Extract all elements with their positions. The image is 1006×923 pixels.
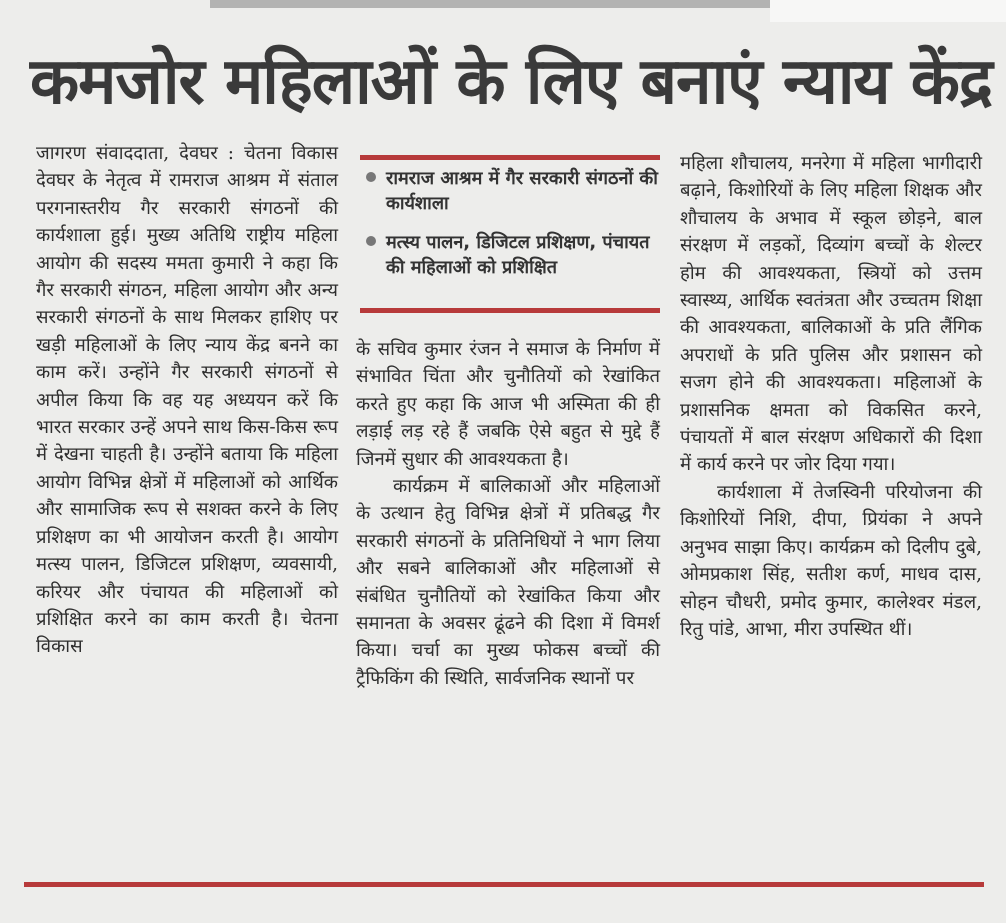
highlight-item — [360, 166, 660, 216]
article-column-2 — [356, 336, 660, 692]
paper-edge — [770, 0, 1006, 22]
headline: कमजोर महिलाओं के लिए बनाएं न्याय केंद्र — [30, 45, 992, 119]
highlight-item — [360, 230, 660, 280]
column-3-paragraph-2: कार्यशाला में तेजस्विनी परियोजना की किशोरियों निशि, दीपा, प्रियंका ने अपने अनुभव साझा किए। कार्यक्रम को दिलीप दुबे, ओमप्रकाश सिंह, सतीश कर्ण, माधव दास, सोहन चौधरी, प्रमोद कुमार, कालेश्वर मंडल, रितु पांडे, आभा, मीरा उपस्थित थीं। — [680, 481, 982, 640]
bullet-icon — [366, 172, 376, 182]
column-2-paragraph-1: के सचिव कुमार रंजन ने समाज के निर्माण में संभावित चिंता और चुनौतियों को रेखांकित करते हुए कहा कि आज भी अस्मिता की ही लड़ाई लड़ रहे हैं जबकि ऐसे बहुत से मुद्दे हैं जिनमें सुधार की आवश्यकता है। — [356, 339, 660, 470]
previous-article-edge — [210, 0, 770, 8]
highlights-top-rule — [360, 155, 660, 160]
highlights-bottom-rule — [360, 308, 660, 313]
column-1-paragraph: जागरण संवाददाता, देवघर : चेतना विकास देवघर के नेतृत्व में रामराज आश्रम में संताल परगनास्तरीय गैर सरकारी संगठनों की कार्यशाला हुई। मुख्य अतिथि राष्ट्रीय महिला आयोग की सदस्य ममता कुमारी ने कहा कि गैर सरकारी संगठन, महिला आयोग और अन्य सरकारी संगठनों के साथ मिलकर हाशिए पर खड़ी महिलाओं के लिए न्याय केंद्र बनने का काम करें। उन्होंने गैर सरकारी संगठनों से अपील किया कि वह यह अध्ययन करें कि भारत सरकार उन्हें अपने साथ किस-किस रूप में देखना चाहती है। उन्होंने बताया कि महिला आयोग विभिन्न क्षेत्रों में महिलाओं को आर्थिक और सामाजिक रूप से सशक्त करने के लिए प्रशिक्षण का भी आयोजन करती है। आयोग मत्स्य पालन, डिजिटल प्रशिक्षण, व्यवसायी, करियर और पंचायत की महिलाओं को प्रशिक्षित करने का काम करती है। चेतना विकास — [36, 143, 338, 658]
column-2-paragraph-2: कार्यक्रम में बालिकाओं और महिलाओं के उत्थान हेतु विभिन्न क्षेत्रों में प्रतिबद्ध गैर सरकारी संगठनों के प्रतिनिधियों ने भाग लिया और सबने बालिकाओं और महिलाओं से संबंधित चुनौतियों को रेखांकित किया और समानता के अवसर ढूंढने की दिशा में विमर्श किया। चर्चा का मुख्य फोकस बच्चों की ट्रैफिकिंग की स्थिति, सार्वजनिक स्थानों पर — [356, 476, 660, 689]
bottom-rule — [24, 882, 984, 887]
highlight-text: रामराज आश्रम में गैर सरकारी संगठनों की कार्यशाला — [386, 168, 658, 214]
highlights-list — [360, 166, 660, 294]
bullet-icon — [366, 236, 376, 246]
highlight-text: मत्स्य पालन, डिजिटल प्रशिक्षण, पंचायत की महिलाओं को प्रशिक्षित — [386, 232, 650, 278]
column-3-paragraph-1: महिला शौचालय, मनरेगा में महिला भागीदारी बढ़ाने, किशोरियों के लिए महिला शिक्षक और शौचालय के अभाव में स्कूल छोड़ने, बाल संरक्षण में लड़कों, दिव्यांग बच्चों के शेल्टर होम की आवश्यकता, स्त्रियों को उत्तम स्वास्थ्य, आर्थिक स्वतंत्रता और उच्चतम शिक्षा की आवश्यकता, बालिकाओं के प्रति लैंगिक अपराधों के प्रति पुलिस और प्रशासन को सजग होने की आवश्यकता। महिलाओं के प्रशासनिक क्षमता को विकसित करने, पंचायतों में बाल संरक्षण अधिकारों की दिशा में कार्य करने पर जोर दिया गया। — [680, 153, 982, 476]
highlights-box — [360, 150, 660, 320]
article-column-3 — [680, 150, 982, 643]
article-column-1 — [36, 140, 338, 661]
